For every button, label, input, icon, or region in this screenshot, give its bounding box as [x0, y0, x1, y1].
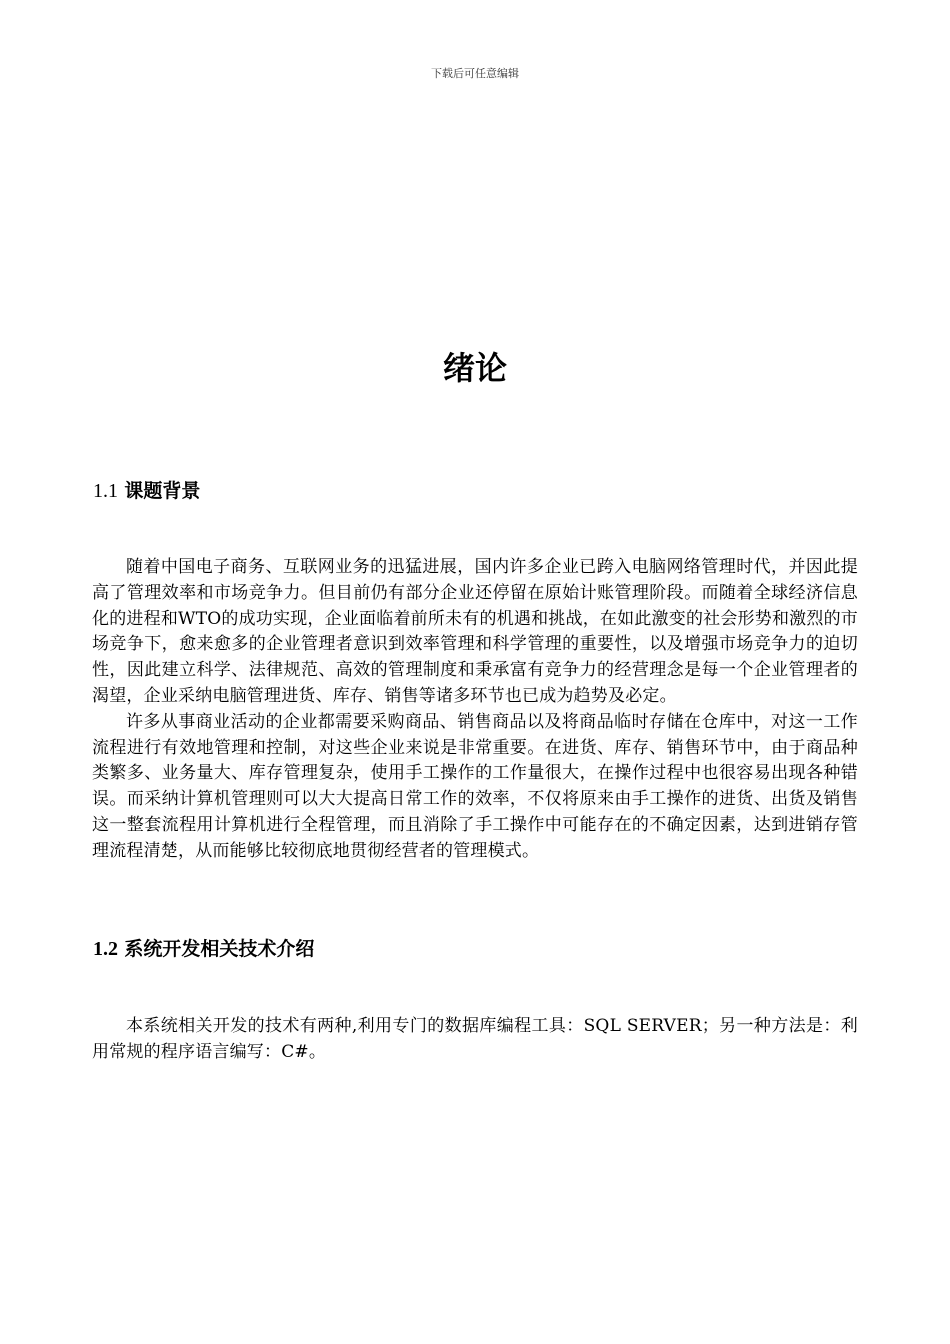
page-header-note: 下载后可任意编辑 [431, 67, 519, 80]
section-title: 系统开发相关技术介绍 [124, 938, 315, 960]
section-body-1-1 [92, 555, 858, 865]
section-body-1-2 [92, 1014, 858, 1066]
section-heading-1-1 [93, 476, 200, 505]
section-number: 1.2 [93, 938, 118, 960]
section-number: 1.1 [93, 480, 118, 502]
paragraph: 许多从事商业活动的企业都需要采购商品、销售商品以及将商品临时存储在仓库中，对这一工作流程进行有效地管理和控制，对这些企业来说是非常重要。在进货、库存、销售环节中，由于商品种类繁多、业务量大、库存管理复杂，使用手工操作的工作量很大，在操作过程中也很容易出现各种错误。而采纳计算机管理则可以大大提高日常工作的效率，不仅将原来由手工操作的进货、出货及销售这一整套流程用计算机进行全程管理，而且消除了手工操作中可能存在的不确定因素，达到进销存管理流程清楚，从而能够比较彻底地贯彻经营者的管理模式。 [92, 711, 858, 861]
section-heading-1-2 [93, 934, 314, 963]
paragraph: 随着中国电子商务、互联网业务的迅猛进展，国内许多企业已跨入电脑网络管理时代，并因此提高了管理效率和市场竞争力。但目前仍有部分企业还停留在原始计账管理阶段。而随着全球经济信息化的进程和WTO的成功实现，企业面临着前所未有的机遇和挑战，在如此激变的社会形势和激烈的市场竞争下，愈来愈多的企业管理者意识到效率管理和科学管理的重要性，以及增强市场竞争力的迫切性，因此建立科学、法律规范、高效的管理制度和秉承富有竞争力的经营理念是每一个企业管理者的渴望，企业采纳电脑管理进货、库存、销售等诸多环节也已成为趋势及必定。 [92, 557, 858, 706]
section-title: 课题背景 [124, 480, 201, 502]
document-title: 绪论 [442, 349, 507, 387]
paragraph: 本系统相关开发的技术有两种,利用专门的数据库编程工具：SQL SERVER；另一种方法是：利用常规的程序语言编写：C#。 [92, 1016, 858, 1062]
